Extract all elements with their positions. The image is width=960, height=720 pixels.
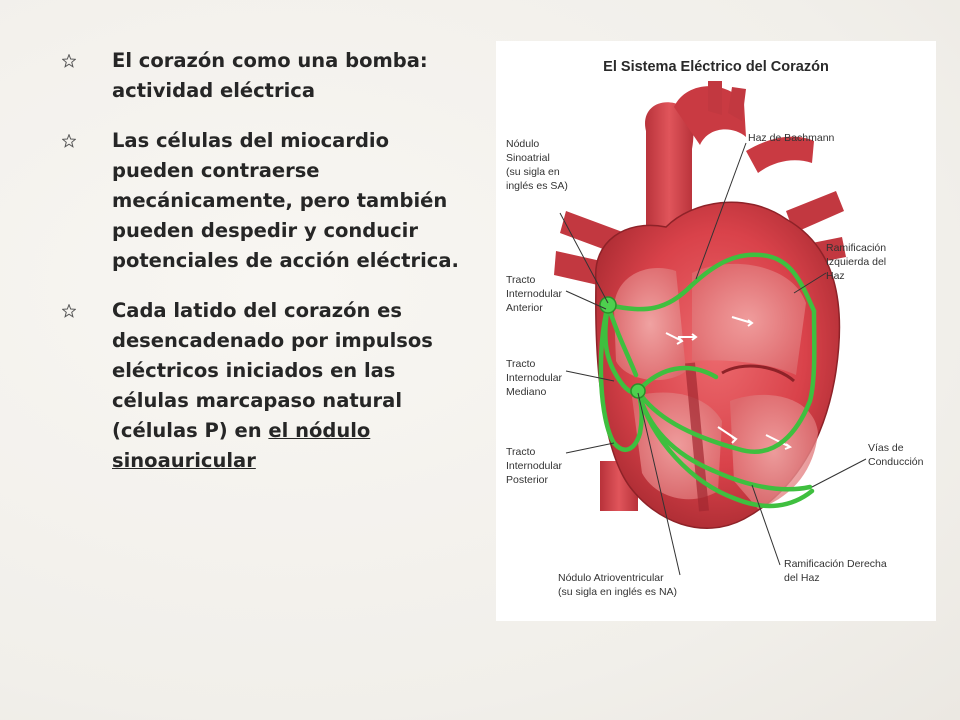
label-right-bundle-branch: Ramificación Derecha del Haz bbox=[784, 558, 887, 584]
label-middle-tract: Tracto Internodular Mediano bbox=[506, 358, 563, 398]
label-left-bundle-branch: Ramificación Izquierda del Haz bbox=[826, 242, 887, 282]
heart-illustration bbox=[496, 41, 936, 621]
bullet-item bbox=[60, 296, 470, 476]
label-av-node: Nódulo Atrioventricular (su sigla en inglés es NA) bbox=[558, 572, 678, 598]
label-sa-node: Nódulo Sinoatrial (su sigla en inglés es SA) bbox=[506, 138, 568, 192]
bullet-text: Cada latido del corazón es desencadenado por impulsos eléctricos iniciados en las células marcapaso natural (células P) en bbox=[112, 299, 433, 442]
label-posterior-tract: Tracto Internodular Posterior bbox=[506, 446, 563, 486]
bullet-list bbox=[60, 46, 470, 496]
label-conduction-pathways: Vías de Conducción bbox=[868, 442, 924, 468]
label-bachmann-bundle: Haz de Bachmann bbox=[748, 132, 835, 144]
figure-title: El Sistema Eléctrico del Corazón bbox=[603, 59, 829, 75]
av-node-marker bbox=[631, 384, 645, 398]
bullet-item bbox=[60, 46, 470, 106]
sa-node-marker bbox=[600, 297, 616, 313]
sinoatrial-node-link[interactable]: el nódulo sinoauricular bbox=[112, 419, 371, 472]
star-icon bbox=[62, 304, 76, 318]
heart-diagram bbox=[496, 41, 936, 621]
star-icon bbox=[62, 134, 76, 148]
label-anterior-tract: Tracto Internodular Anterior bbox=[506, 274, 563, 314]
bullet-text: El corazón como una bomba: actividad eléctrica bbox=[112, 49, 428, 102]
bullet-item bbox=[60, 126, 470, 276]
bullet-text: Las células del miocardio pueden contraerse mecánicamente, pero también pueden despedir y conducir potenciales de acción eléctrica. bbox=[112, 129, 459, 272]
star-icon bbox=[62, 54, 76, 68]
